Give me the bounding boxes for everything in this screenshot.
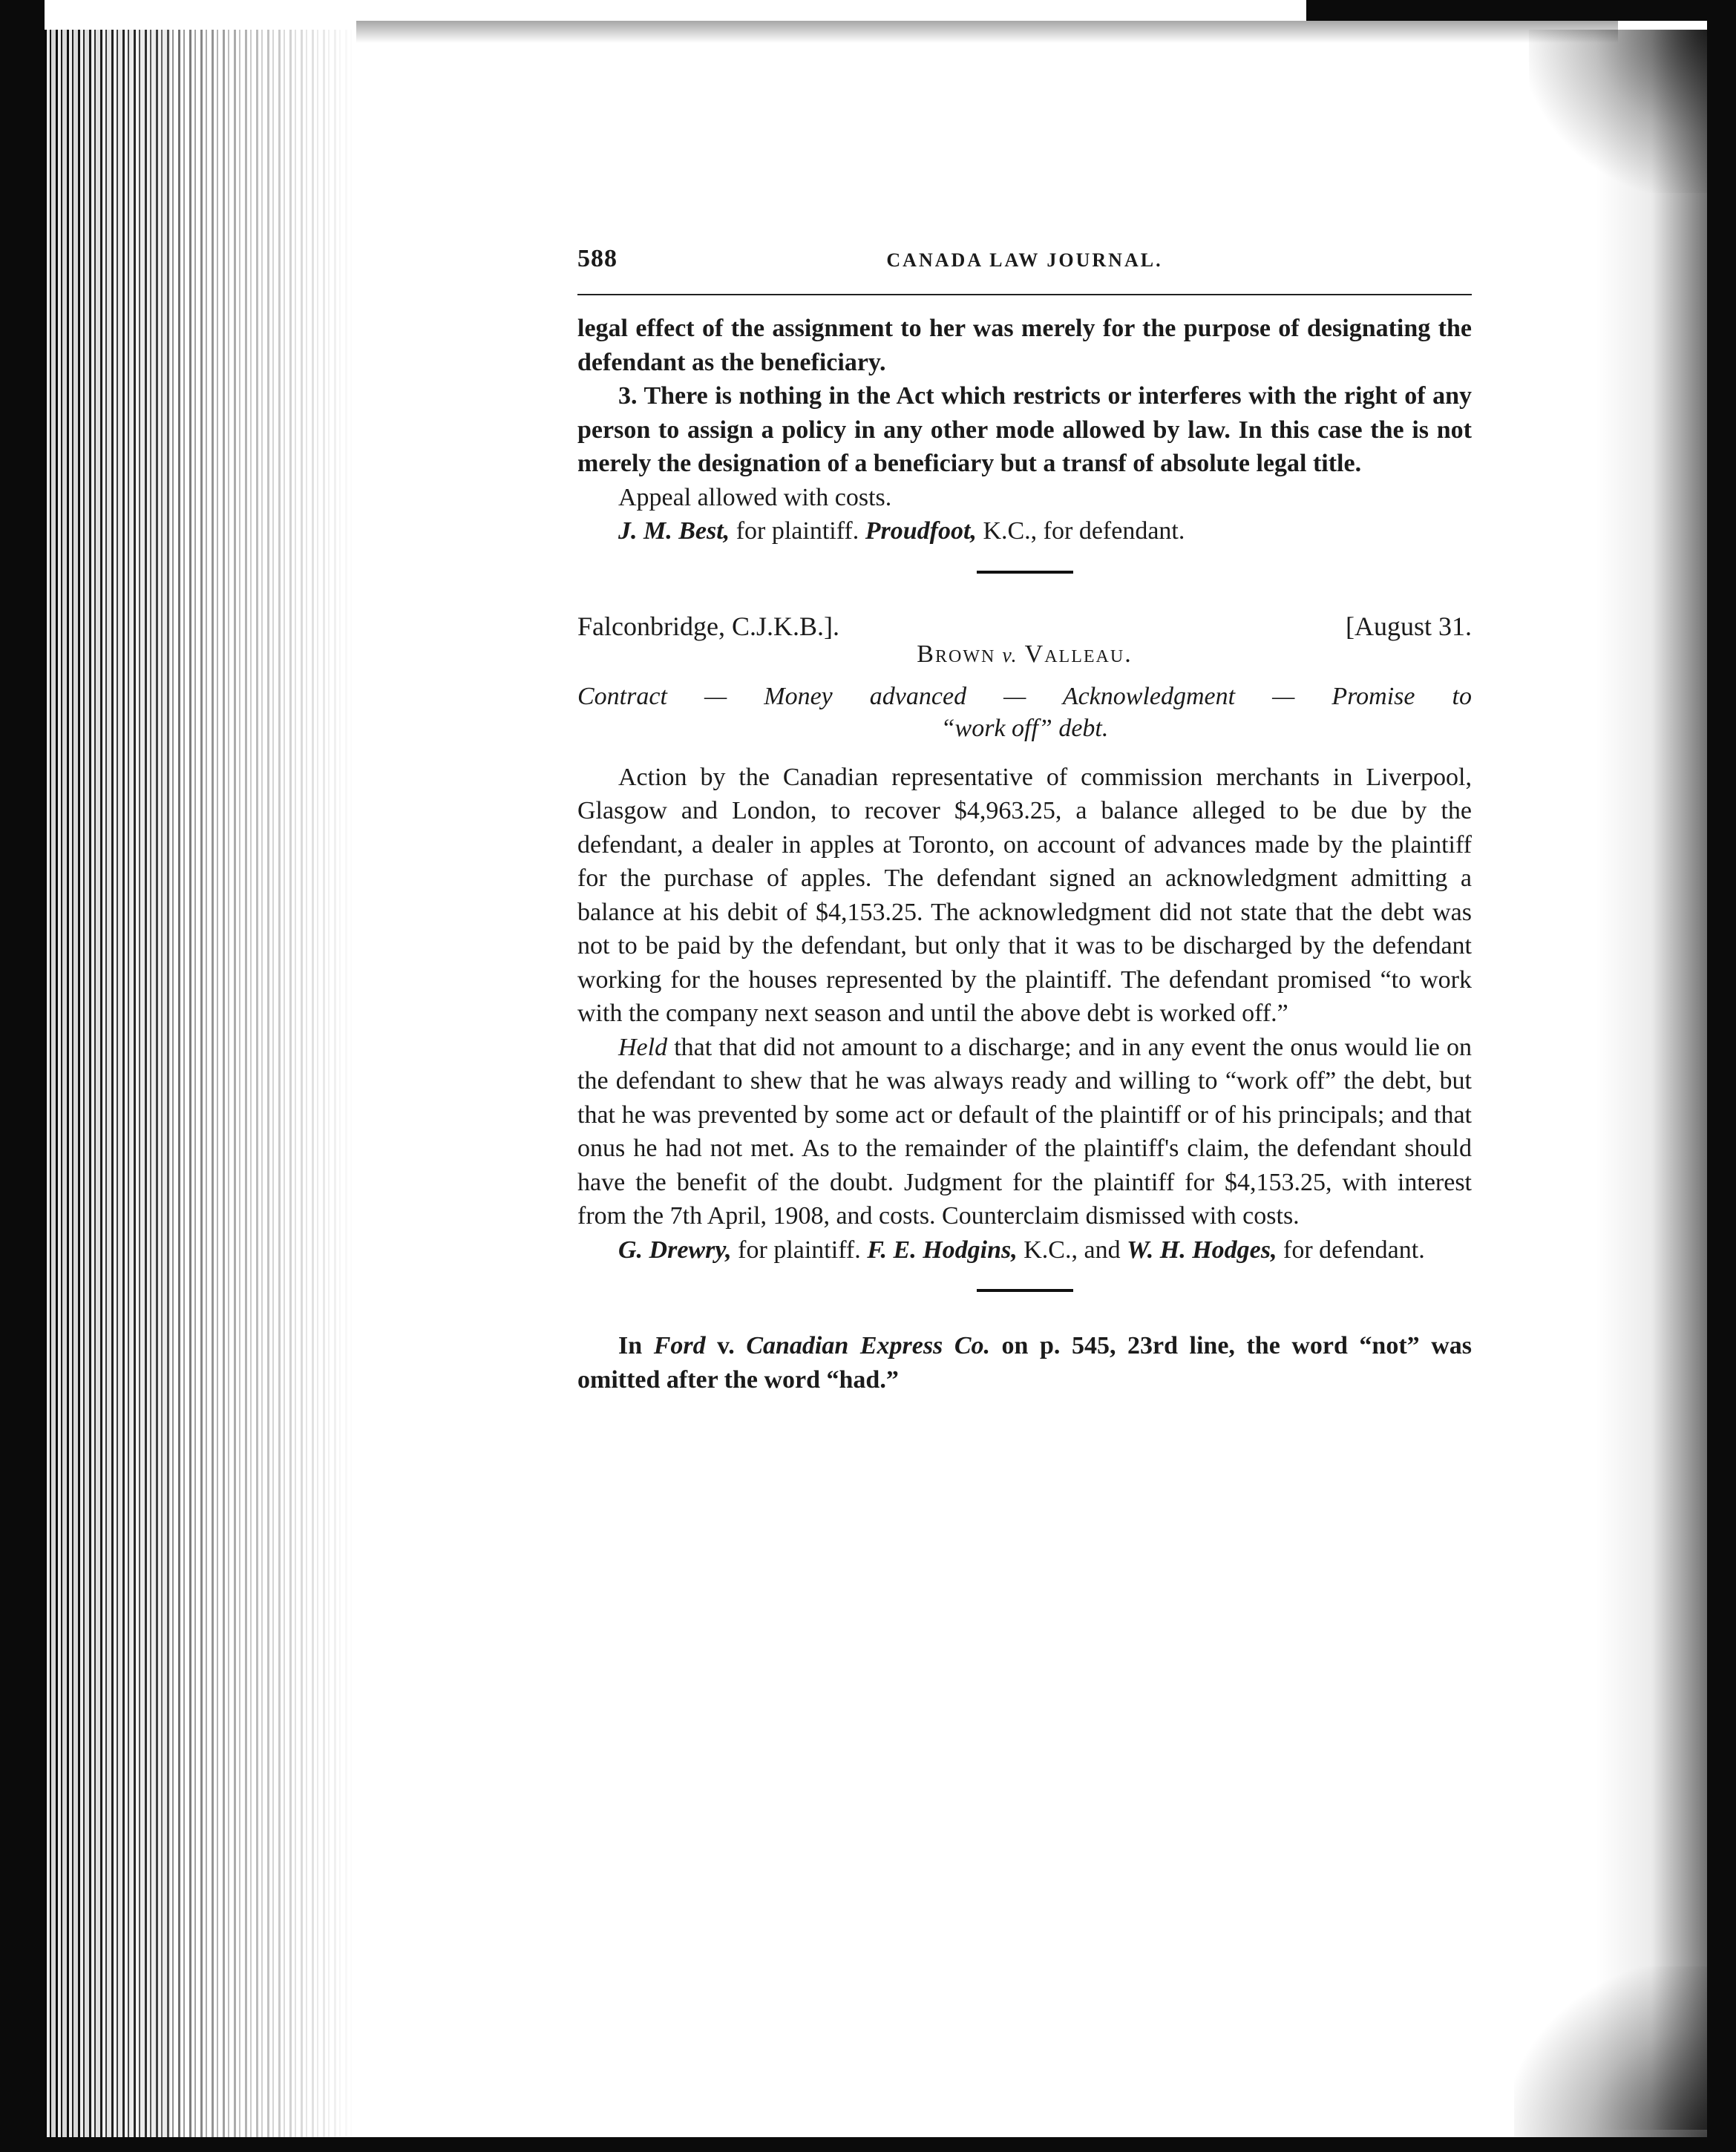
counsel-name: Proudfoot, — [865, 517, 977, 545]
catchwords — [577, 680, 1472, 744]
counsel-line — [577, 1233, 1472, 1267]
counsel-role: for plaintiff. — [730, 517, 865, 545]
counsel-role: K.C., and — [1017, 1236, 1127, 1264]
book-binding — [45, 30, 356, 2137]
decision-date: [August 31. — [1346, 611, 1472, 641]
counsel-name: J. M. Best, — [618, 517, 730, 545]
party-plaintiff: Brown — [917, 640, 996, 668]
body-paragraph: 3. There is nothing in the Act which restricts or interferes with the right of any person to assign a policy in any other mode allowed by law. In this case the is not merely the designation of a beneficiary but a transf of absolute legal title. — [577, 382, 1472, 477]
scan-border-left — [0, 0, 45, 2152]
erratum-body: on p. 545, 23rd line, the word “not” was omitted after the word “had.” — [577, 1332, 1472, 1394]
journal-title: CANADA LAW JOURNAL. — [886, 249, 1163, 271]
page-number: 588 — [577, 245, 618, 272]
page-top-shadow — [356, 21, 1618, 43]
catchwords-line: Contract — Money advanced — Acknowledgment — Promise to — [577, 682, 1472, 710]
body-paragraph: legal effect of the assignment to her was merely for the purpose of designating the defendant as the beneficiary. — [577, 315, 1472, 376]
header-rule — [577, 294, 1472, 295]
erratum-text — [577, 1329, 1472, 1397]
erratum-case-name: Ford — [653, 1332, 706, 1359]
erratum — [577, 1329, 1472, 1397]
journal-page — [577, 245, 1472, 1397]
versus: v. — [995, 643, 1025, 667]
case-title — [577, 640, 1472, 669]
counsel-role: for defendant. — [1277, 1236, 1425, 1264]
page-corner-shadow-top — [1529, 30, 1707, 193]
counsel-line — [577, 514, 1472, 548]
section-divider — [977, 1289, 1073, 1292]
disposition: Appeal allowed with costs. — [618, 483, 892, 511]
holding — [577, 1031, 1472, 1233]
party-defendant: Valleau. — [1024, 640, 1133, 668]
counsel-role: for plaintiff. — [731, 1236, 868, 1264]
counsel-name: F. E. Hodgins, — [867, 1236, 1018, 1264]
case-meta — [577, 611, 1472, 643]
judge: Falconbridge, C.J.K.B.]. — [577, 611, 839, 641]
scan-border-bottom — [0, 2137, 1736, 2152]
section-divider — [977, 571, 1073, 574]
held-label: Held — [618, 1033, 668, 1061]
running-head — [577, 245, 1472, 289]
previous-case-conclusion — [577, 312, 1472, 548]
scan-border-top — [1306, 0, 1736, 21]
held-text: that that did not amount to a discharge; and in any event the onus would lie on the defendant to shew that he was always ready and willing to “work off” the debt, but that he was prevented by some act or default of the plaintiff or of his principals; and that onus he had not met. As to the remainder of the plaintiff's claim, the defendant should have the benefit of the doubt. Judgment for the plaintiff for $4,153.25, with interest from the 7th April, 1908, and costs. Counterclaim dismissed with costs. — [577, 1033, 1472, 1230]
case-facts: Action by the Canadian representative of commission merchants in Liverpool, Glasgow and London, to recover $4,963.25, a balance alleged to be due by the defendant, a dealer in apples at Toronto, on account of advances made by the plaintiff for the purchase of apples. The defendant signed an acknowledgment admitting a balance at his debit of $4,153.25. The acknowledgment did not state that the debt was not to be paid by the defendant, but only that it was to be discharged by the defendant working for the houses represented by the plaintiff. The defendant promised “to work with the company next season and until the above debt is worked off.” — [577, 763, 1472, 1027]
erratum-case-name: Canadian Express Co. — [746, 1332, 990, 1359]
counsel-name: G. Drewry, — [618, 1236, 732, 1264]
erratum-v: v. — [705, 1332, 747, 1359]
scan-border-right — [1707, 0, 1736, 2152]
erratum-prefix: In — [618, 1332, 654, 1359]
counsel-name: W. H. Hodges, — [1127, 1236, 1277, 1264]
case-brown-v-valleau — [577, 611, 1472, 1267]
page-right-edge-shadow — [1596, 30, 1707, 2130]
page-corner-shadow-bottom — [1514, 1966, 1707, 2137]
counsel-role: K.C., for defendant. — [976, 517, 1185, 545]
catchwords-line: “work off” debt. — [940, 714, 1109, 742]
